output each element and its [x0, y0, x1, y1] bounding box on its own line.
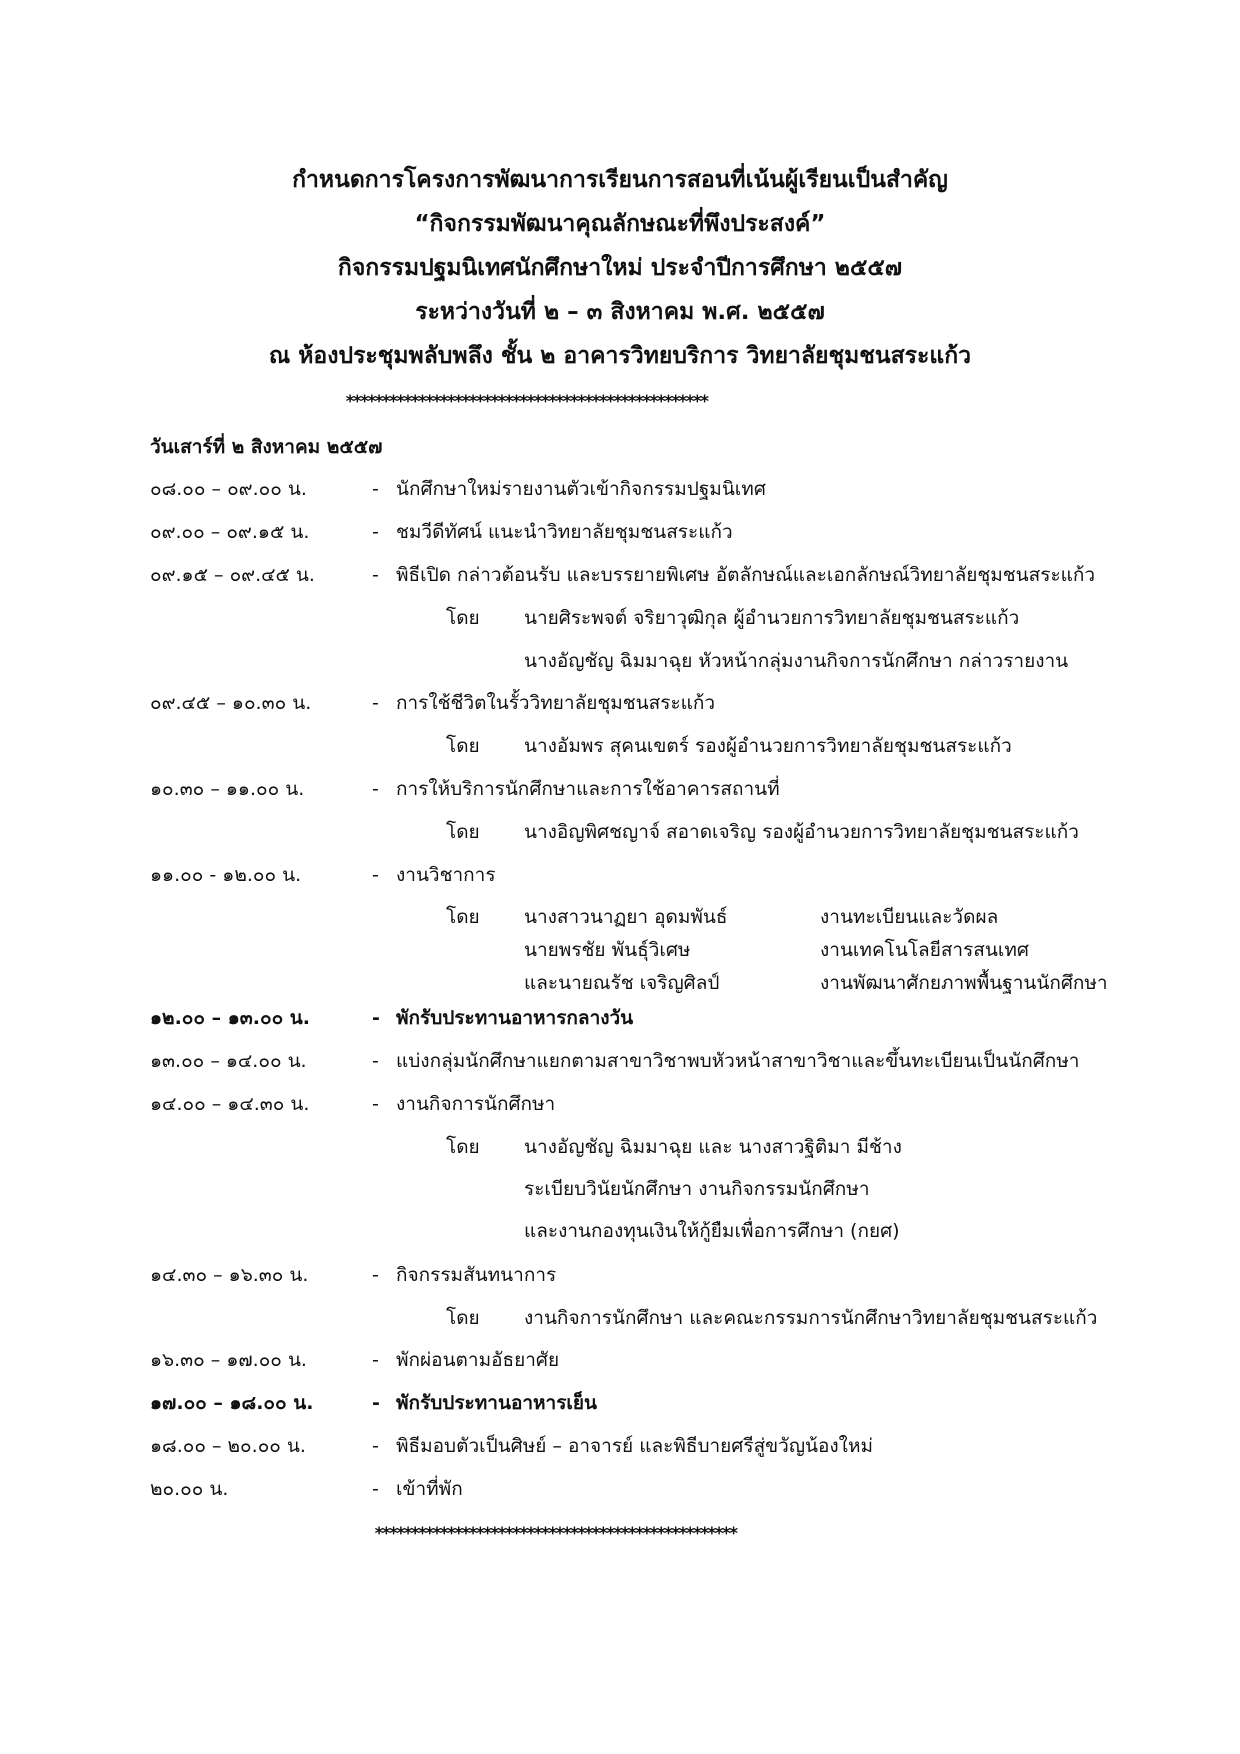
schedule-dash: -: [372, 864, 379, 886]
schedule-time: ๐๙.๔๕ – ๑๐.๓๐ น.: [150, 692, 312, 714]
schedule-activity: พักรับประทานอาหารกลางวัน: [396, 1007, 634, 1029]
schedule-time: ๑๘.๐๐ – ๒๐.๐๐ น.: [150, 1435, 306, 1457]
presenter-name: นายพรชัย พันธุ์วิเศษ: [524, 939, 691, 961]
footer-divider: **************************************************: [374, 1524, 736, 1544]
header-date-range: ระหว่างวันที่ ๒ – ๓ สิงหาคม พ.ศ. ๒๕๕๗: [415, 299, 825, 325]
presenter-by-label: โดย: [446, 906, 480, 928]
schedule-dash: -: [372, 1349, 379, 1371]
presenter-role: งานเทคโนโลยีสารสนเทศ: [820, 939, 1029, 961]
schedule-activity: ชมวีดีทัศน์ แนะนำวิทยาลัยชุมชนสระแก้ว: [396, 521, 733, 543]
schedule-time: ๑๔.๐๐ – ๑๔.๓๐ น.: [150, 1093, 310, 1115]
schedule-time: ๑๑.๐๐ - ๑๒.๐๐ น.: [150, 864, 302, 886]
presenter-by-label: โดย: [446, 1136, 480, 1158]
schedule-dash: -: [372, 1007, 380, 1029]
schedule-dash: -: [372, 1435, 379, 1457]
presenter-name: นางอัญชัญ ฉิมมาฉุย และ นางสาวฐิติมา มีช้าง: [524, 1136, 902, 1158]
schedule-dash: -: [372, 692, 379, 714]
schedule-time: ๐๙.๑๕ – ๐๙.๔๕ น.: [150, 564, 315, 586]
schedule-activity: งานวิชาการ: [396, 864, 496, 886]
header-divider: **************************************************: [345, 392, 707, 412]
schedule-time: ๐๘.๐๐ – ๐๙.๐๐ น.: [150, 478, 307, 500]
schedule-activity: การให้บริการนักศึกษาและการใช้อาคารสถานที่: [396, 778, 780, 800]
presenter-role: งานพัฒนาศักยภาพพื้นฐานนักศึกษา: [820, 972, 1108, 994]
presenter-name: นายศิระพจต์ จริยาวุฒิกุล ผู้อำนวยการวิทยาลัยชุมชนสระแก้ว: [524, 607, 1020, 629]
presenter-by-label: โดย: [446, 607, 480, 629]
schedule-dash: -: [372, 521, 379, 543]
schedule-activity: กิจกรรมสันทนาการ: [396, 1264, 557, 1286]
presenter-by-label: โดย: [446, 1307, 480, 1329]
presenter-name: งานกิจการนักศึกษา และคณะกรรมการนักศึกษาวิทยาลัยชุมชนสระแก้ว: [524, 1307, 1098, 1329]
header-activity-name: “กิจกรรมพัฒนาคุณลักษณะที่พึงประสงค์”: [414, 211, 826, 237]
schedule-time: ๑๓.๐๐ – ๑๔.๐๐ น.: [150, 1050, 307, 1072]
presenter-name: นางอัมพร สุคนเขตร์ รองผู้อำนวยการวิทยาลัยชุมชนสระแก้ว: [524, 735, 1012, 757]
schedule-time: ๑๔.๓๐ – ๑๖.๓๐ น.: [150, 1264, 309, 1286]
presenter-name: ระเบียบวินัยนักศึกษา งานกิจกรรมนักศึกษา: [524, 1178, 870, 1200]
schedule-activity: เข้าที่พัก: [396, 1478, 463, 1500]
day-title: วันเสาร์ที่ ๒ สิงหาคม ๒๕๕๗: [150, 436, 383, 458]
schedule-time: ๒๐.๐๐ น.: [150, 1478, 229, 1500]
schedule-dash: -: [372, 1264, 379, 1286]
schedule-activity: แบ่งกลุ่มนักศึกษาแยกตามสาขาวิชาพบหัวหน้าสาขาวิชาและขึ้นทะเบียนเป็นนักศึกษา: [396, 1050, 1080, 1072]
presenter-name: นางอิญพิศชญาจ์ สอาดเจริญ รองผู้อำนวยการวิทยาลัยชุมชนสระแก้ว: [524, 821, 1079, 843]
schedule-activity: การใช้ชีวิตในรั้ววิทยาลัยชุมชนสระแก้ว: [396, 692, 716, 714]
schedule-time: ๑๗.๐๐ – ๑๘.๐๐ น.: [150, 1392, 314, 1414]
header-title: กำหนดการโครงการพัฒนาการเรียนการสอนที่เน้นผู้เรียนเป็นสำคัญ: [292, 167, 948, 193]
schedule-dash: -: [372, 478, 379, 500]
schedule-time: ๐๙.๐๐ – ๐๙.๑๕ น.: [150, 521, 310, 543]
presenter-by-label: โดย: [446, 735, 480, 757]
presenter-role: งานทะเบียนและวัดผล: [820, 906, 999, 928]
schedule-dash: -: [372, 778, 379, 800]
schedule-dash: -: [372, 564, 379, 586]
presenter-name: นางอัญชัญ ฉิมมาฉุย หัวหน้ากลุ่มงานกิจการนักศึกษา กล่าวรายงาน: [524, 650, 1069, 672]
presenter-name: และนายณรัช เจริญศิลป์: [524, 972, 720, 994]
schedule-dash: -: [372, 1093, 379, 1115]
schedule-time: ๑๐.๓๐ – ๑๑.๐๐ น.: [150, 778, 305, 800]
schedule-activity: พิธีเปิด กล่าวต้อนรับ และบรรยายพิเศษ อัตลักษณ์และเอกลักษณ์วิทยาลัยชุมชนสระแก้ว: [396, 564, 1096, 586]
header-venue: ณ ห้องประชุมพลับพลึง ชั้น ๒ อาคารวิทยบริการ วิทยาลัยชุมชนสระแก้ว: [268, 343, 972, 369]
schedule-dash: -: [372, 1050, 379, 1072]
schedule-activity: พักผ่อนตามอัธยาศัย: [396, 1349, 560, 1371]
schedule-activity: พักรับประทานอาหารเย็น: [396, 1392, 598, 1414]
document-header: [0, 158, 1240, 378]
schedule-activity: นักศึกษาใหม่รายงานตัวเข้ากิจกรรมปฐมนิเทศ: [396, 478, 766, 500]
schedule-activity: งานกิจการนักศึกษา: [396, 1093, 556, 1115]
presenter-name: และงานกองทุนเงินให้กู้ยืมเพื่อการศึกษา (กยศ): [524, 1220, 900, 1242]
schedule-time: ๑๒.๐๐ – ๑๓.๐๐ น.: [150, 1007, 311, 1029]
schedule-activity: พิธีมอบตัวเป็นศิษย์ – อาจารย์ และพิธีบายศรีสู่ขวัญน้องใหม่: [396, 1435, 874, 1457]
schedule-time: ๑๖.๓๐ – ๑๗.๐๐ น.: [150, 1349, 307, 1371]
presenter-by-label: โดย: [446, 821, 480, 843]
schedule-dash: -: [372, 1478, 379, 1500]
schedule-dash: -: [372, 1392, 380, 1414]
header-orientation: กิจกรรมปฐมนิเทศนักศึกษาใหม่ ประจำปีการศึกษา ๒๕๕๗: [337, 255, 903, 281]
presenter-name: นางสาวนาฏยา อุดมพันธ์: [524, 906, 728, 928]
